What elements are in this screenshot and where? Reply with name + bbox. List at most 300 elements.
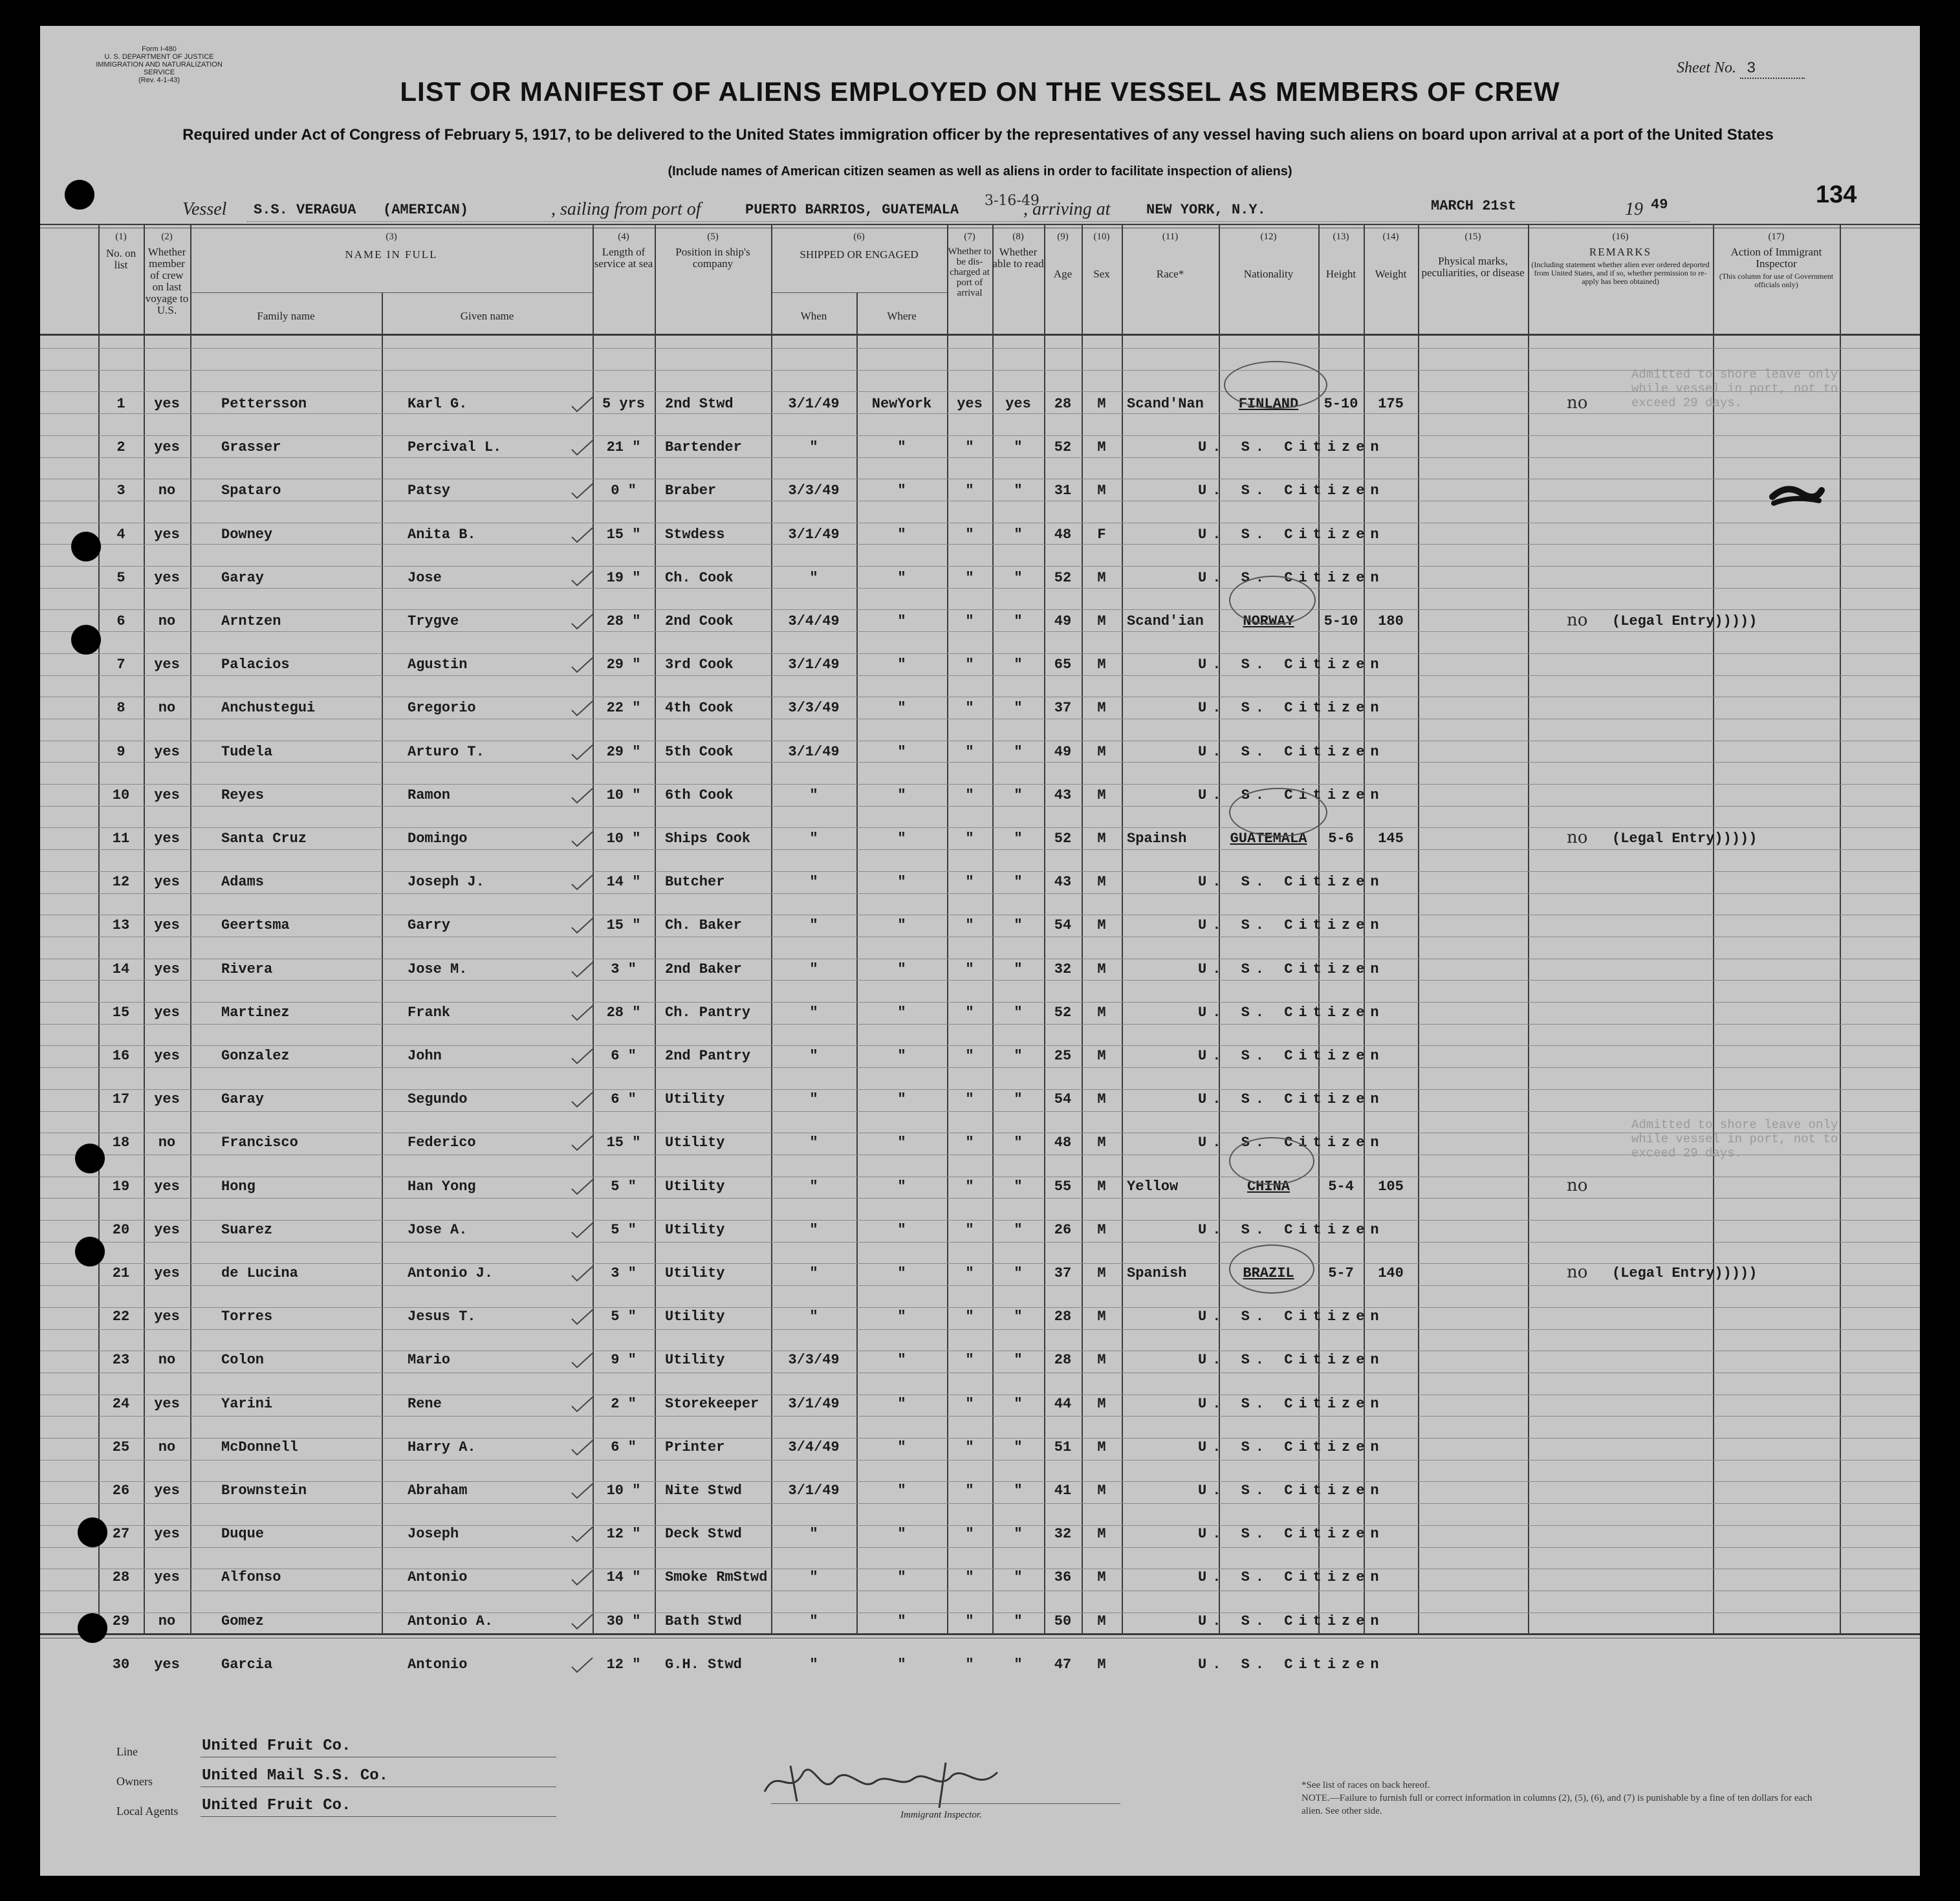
ruled-line: [40, 413, 1920, 414]
cell-read: ": [1014, 1613, 1023, 1629]
faint-admitted-stamp-2: Admitted to shore leave only while vessel in port, not to exceed 29 days.: [1631, 1118, 1838, 1160]
cell-position: Printer: [665, 1439, 725, 1455]
nationality-circle-china: [1229, 1137, 1314, 1185]
cell-sex: M: [1097, 1091, 1106, 1107]
cell-when: 3/4/49: [788, 613, 840, 629]
cell-nat: NORWAY: [1243, 613, 1294, 629]
cell-prev: yes: [154, 1309, 180, 1325]
check-mark-icon: [569, 1090, 595, 1109]
cell-given: Patsy: [408, 483, 451, 499]
cell-read: ": [1014, 1309, 1023, 1325]
cell-sex: M: [1097, 1483, 1106, 1499]
cell-service: 12 ": [606, 1526, 641, 1542]
punch-hole-2: [71, 532, 101, 561]
cell-prev: yes: [154, 1265, 180, 1281]
cell-age: 26: [1054, 1222, 1072, 1238]
cell-where: ": [897, 1526, 906, 1542]
cell-prev: yes: [154, 787, 180, 803]
cell-when: ": [809, 439, 818, 455]
cell-us-citizen: U. S. Citizen: [1198, 961, 1385, 977]
cell-read: ": [1014, 700, 1023, 716]
cell-given: Antonio A.: [408, 1613, 494, 1629]
check-mark-icon: [569, 1177, 595, 1197]
cell-disch: ": [965, 527, 974, 543]
cell-us-citizen: U. S. Citizen: [1198, 657, 1385, 673]
cell-read: ": [1014, 1005, 1023, 1021]
vessel-label: Vessel: [182, 199, 227, 219]
check-mark-icon: [569, 743, 595, 762]
cell-height: 5-4: [1328, 1179, 1354, 1195]
cell-when: ": [809, 787, 818, 803]
cell-where: ": [897, 1309, 906, 1325]
ruled-line: [40, 631, 1920, 632]
cell-position: Deck Stwd: [665, 1526, 742, 1542]
cell-no: 21: [112, 1265, 130, 1281]
cell-position: Ships Cook: [665, 831, 751, 847]
arrival-date: MARCH 21st: [1431, 198, 1517, 214]
cell-disch: ": [965, 744, 974, 760]
cell-no: 13: [112, 917, 130, 933]
cell-read: ": [1014, 1048, 1023, 1064]
cell-sex: M: [1097, 1135, 1106, 1151]
cell-service: 3 ": [611, 961, 637, 977]
cell-sex: M: [1097, 917, 1106, 933]
cell-disch: ": [965, 1222, 974, 1238]
check-mark-icon: [569, 612, 595, 631]
ruled-line: [40, 1329, 1920, 1330]
manifest-sheet: [40, 26, 1920, 1876]
cell-family: Pettersson: [221, 396, 307, 412]
cell-prev: yes: [154, 396, 180, 412]
ruled-line: [40, 1263, 1920, 1264]
cell-position: Bartender: [665, 439, 742, 455]
subtitle-act: Required under Act of Congress of February 5, 1917, to be delivered to the United States immigration officer by the representatives of any vessel having such aliens on board upon arrival at a port of the United States: [182, 126, 1774, 144]
check-mark-icon: [569, 1307, 595, 1327]
header-given-name: Given name: [460, 310, 514, 322]
ruled-line: [40, 1438, 1920, 1439]
cell-sex: M: [1097, 961, 1106, 977]
header-weight: (14) Weight: [1375, 232, 1407, 280]
cell-disch: ": [965, 1265, 974, 1281]
cell-prev: yes: [154, 744, 180, 760]
cell-where: ": [897, 1265, 906, 1281]
cell-when: ": [809, 1135, 818, 1151]
form-department: U. S. DEPARTMENT OF JUSTICE: [104, 53, 214, 61]
ruled-line: [40, 1285, 1920, 1286]
table-bottom-border: [40, 1633, 1920, 1635]
check-mark-icon: [569, 1047, 595, 1066]
cell-read: ": [1014, 570, 1023, 586]
cell-where: NewYork: [871, 396, 932, 412]
sailing-label: , sailing from port of: [551, 199, 701, 219]
cell-given: Jose M.: [408, 961, 468, 977]
cell-when: ": [809, 1613, 818, 1629]
cell-family: Santa Cruz: [221, 831, 307, 847]
cell-read: ": [1014, 1352, 1023, 1368]
cell-family: Martinez: [221, 1005, 290, 1021]
nationality-circle-guatemala: [1229, 788, 1327, 837]
cell-us-citizen: U. S. Citizen: [1198, 527, 1385, 543]
cell-position: Utility: [665, 1091, 725, 1107]
cell-given: Antonio: [408, 1569, 468, 1585]
cell-age: 25: [1054, 1048, 1072, 1064]
cell-prev: yes: [154, 961, 180, 977]
inspector-label: Immigrant Inspector.: [900, 1810, 982, 1820]
header-service: (4) Length of service at sea: [594, 232, 653, 270]
cell-family: Arntzen: [221, 613, 281, 629]
cell-us-citizen: U. S. Citizen: [1198, 439, 1385, 455]
ruled-line: [40, 1307, 1920, 1308]
cell-disch: yes: [957, 396, 983, 412]
cell-service: 28 ": [606, 1005, 641, 1021]
cell-when: ": [809, 1657, 818, 1673]
page-title: LIST OR MANIFEST OF ALIENS EMPLOYED ON THE VESSEL AS MEMBERS OF CREW: [400, 76, 1560, 107]
cell-no: 27: [112, 1526, 130, 1542]
cell-age: 48: [1054, 527, 1072, 543]
cell-family: Alfonso: [221, 1569, 281, 1585]
cell-disch: ": [965, 1439, 974, 1455]
cell-age: 28: [1054, 1352, 1072, 1368]
cell-remark: (Legal Entry))))): [1612, 831, 1758, 847]
signature-underline: [771, 1803, 1120, 1804]
cell-given: Segundo: [408, 1091, 468, 1107]
cell-position: G.H. Stwd: [665, 1657, 742, 1673]
cell-given: Frank: [408, 1005, 451, 1021]
year-prefix: 19: [1625, 199, 1643, 219]
cell-when: ": [809, 1569, 818, 1585]
header-last-voyage: (2) Whether member of crew on last voyage to U.S.: [145, 232, 189, 316]
ruled-line: [40, 588, 1920, 589]
check-mark-icon: [569, 438, 595, 457]
cell-no: 17: [112, 1091, 130, 1107]
cell-family: Garcia: [221, 1657, 273, 1673]
cell-no: 6: [116, 613, 125, 629]
cell-when: 3/1/49: [788, 744, 840, 760]
cell-where: ": [897, 1091, 906, 1107]
ruled-line: [40, 1089, 1920, 1090]
cell-age: 54: [1054, 1091, 1072, 1107]
cell-sex: M: [1097, 700, 1106, 716]
cell-age: 28: [1054, 396, 1072, 412]
check-mark-icon: [569, 1395, 595, 1414]
footer-owners-label: Owners: [116, 1775, 153, 1788]
check-mark-icon: [569, 1264, 595, 1283]
cell-where: ": [897, 874, 906, 890]
cell-sex: M: [1097, 1526, 1106, 1542]
cell-disch: ": [965, 483, 974, 499]
ruled-line: [40, 1220, 1920, 1221]
cell-disch: ": [965, 1179, 974, 1195]
cell-service: 6 ": [611, 1091, 637, 1107]
cell-no: 23: [112, 1352, 130, 1368]
cell-position: Utility: [665, 1135, 725, 1151]
cell-when: 3/1/49: [788, 657, 840, 673]
cell-when: ": [809, 1222, 818, 1238]
cell-age: 32: [1054, 961, 1072, 977]
cell-us-citizen: U. S. Citizen: [1198, 874, 1385, 890]
handwritten-remark: no: [1567, 1176, 1588, 1195]
cell-race: Yellow: [1127, 1179, 1179, 1195]
cell-when: ": [809, 1526, 818, 1542]
check-mark-icon: [569, 1481, 595, 1501]
header-nationality: (12) Nationality: [1243, 232, 1294, 280]
header-age: (9) Age: [1053, 232, 1073, 280]
cell-us-citizen: U. S. Citizen: [1198, 570, 1385, 586]
cell-read: ": [1014, 1569, 1023, 1585]
cell-given: Harry A.: [408, 1439, 476, 1455]
cell-disch: ": [965, 1526, 974, 1542]
cell-read: ": [1014, 1265, 1023, 1281]
check-mark-icon: [569, 1133, 595, 1153]
cell-sex: M: [1097, 1613, 1106, 1629]
check-mark-icon: [569, 481, 595, 501]
ruled-line: [40, 1503, 1920, 1504]
cell-when: ": [809, 1265, 818, 1281]
cell-where: ": [897, 1439, 906, 1455]
cell-remark: (Legal Entry))))): [1612, 1265, 1758, 1281]
cell-no: 12: [112, 874, 130, 890]
cell-family: Yarini: [221, 1396, 273, 1412]
cell-prev: yes: [154, 439, 180, 455]
cell-nat: BRAZIL: [1243, 1265, 1294, 1281]
cell-given: Trygve: [408, 613, 459, 629]
cell-given: Abraham: [408, 1483, 468, 1499]
cell-read: ": [1014, 831, 1023, 847]
ruled-line: [40, 1481, 1920, 1482]
cell-service: 6 ": [611, 1439, 637, 1455]
cell-prev: no: [158, 613, 176, 629]
cell-service: 15 ": [606, 527, 641, 543]
scribble-mark-icon: [1767, 479, 1825, 511]
cell-age: 65: [1054, 657, 1072, 673]
check-mark-icon: [569, 569, 595, 588]
cell-sex: M: [1097, 570, 1106, 586]
cell-given: Jose A.: [408, 1222, 468, 1238]
cell-given: Gregorio: [408, 700, 476, 716]
cell-sex: M: [1097, 1396, 1106, 1412]
cell-family: Reyes: [221, 787, 265, 803]
cell-family: de Lucina: [221, 1265, 298, 1281]
cell-where: ": [897, 1048, 906, 1064]
cell-race: Scand'Nan: [1127, 396, 1204, 412]
cell-prev: yes: [154, 917, 180, 933]
check-mark-icon: [569, 1221, 595, 1240]
faint-admitted-stamp-1: Admitted to shore leave only while vessel in port, not to exceed 29 days.: [1631, 367, 1838, 410]
cell-when: 3/3/49: [788, 483, 840, 499]
footer-line-value: United Fruit Co.: [202, 1737, 351, 1755]
cell-family: Geertsma: [221, 917, 290, 933]
cell-family: Hong: [221, 1179, 256, 1195]
cell-family: Adams: [221, 874, 265, 890]
cell-us-citizen: U. S. Citizen: [1198, 744, 1385, 760]
cell-position: 5th Cook: [665, 744, 734, 760]
punch-hole-5: [75, 1237, 105, 1266]
cell-no: 28: [112, 1569, 130, 1585]
cell-given: Jose: [408, 570, 442, 586]
footer-agents-label: Local Agents: [116, 1805, 179, 1818]
cell-no: 22: [112, 1309, 130, 1325]
cell-position: Utility: [665, 1352, 725, 1368]
cell-position: Butcher: [665, 874, 725, 890]
header-bottom-border: [40, 334, 1920, 336]
cell-race: Spainsh: [1127, 831, 1187, 847]
handwritten-remark: no: [1567, 611, 1588, 630]
cell-age: 43: [1054, 874, 1072, 890]
cell-read: ": [1014, 917, 1023, 933]
cell-us-citizen: U. S. Citizen: [1198, 1091, 1385, 1107]
cell-family: Grasser: [221, 439, 281, 455]
cell-where: ": [897, 1613, 906, 1629]
handwritten-remark: no: [1567, 1263, 1588, 1282]
inspector-signature-icon: [752, 1753, 1023, 1811]
cell-where: ": [897, 570, 906, 586]
cell-position: 4th Cook: [665, 700, 734, 716]
cell-family: McDonnell: [221, 1439, 298, 1455]
cell-given: Agustin: [408, 657, 468, 673]
form-number: Form I-480: [142, 45, 177, 53]
cell-age: 52: [1054, 831, 1072, 847]
cell-family: Brownstein: [221, 1483, 307, 1499]
cell-given: Antonio: [408, 1657, 468, 1673]
cell-service: 5 ": [611, 1309, 637, 1325]
check-mark-icon: [569, 786, 595, 805]
cell-read: ": [1014, 1179, 1023, 1195]
cell-read: ": [1014, 744, 1023, 760]
cell-read: ": [1014, 1222, 1023, 1238]
check-mark-icon: [569, 916, 595, 935]
cell-when: ": [809, 570, 818, 586]
cell-when: 3/4/49: [788, 1439, 840, 1455]
cell-age: 52: [1054, 570, 1072, 586]
cell-service: 15 ": [606, 1135, 641, 1151]
ruled-line: [40, 806, 1920, 807]
cell-prev: yes: [154, 527, 180, 543]
cell-service: 10 ": [606, 1483, 641, 1499]
cell-family: Spataro: [221, 483, 281, 499]
cell-disch: ": [965, 1569, 974, 1585]
cell-read: ": [1014, 483, 1023, 499]
handwritten-remark: no: [1567, 828, 1588, 847]
cell-service: 29 ": [606, 744, 641, 760]
cell-service: 6 ": [611, 1048, 637, 1064]
cell-sex: M: [1097, 1265, 1106, 1281]
cell-prev: yes: [154, 1048, 180, 1064]
cell-sex: M: [1097, 1309, 1106, 1325]
cell-no: 3: [116, 483, 125, 499]
form-service: IMMIGRATION AND NATURALIZATION SERVICE: [96, 61, 223, 76]
cell-disch: ": [965, 1657, 974, 1673]
cell-service: 10 ": [606, 831, 641, 847]
header-read: (8) Whether able to read: [992, 232, 1044, 270]
cell-age: 37: [1054, 700, 1072, 716]
cell-us-citizen: U. S. Citizen: [1198, 1526, 1385, 1542]
ruled-line: [40, 457, 1920, 458]
cell-service: 9 ": [611, 1352, 637, 1368]
cell-given: Karl G.: [408, 396, 468, 412]
cell-age: 51: [1054, 1439, 1072, 1455]
cell-given: Anita B.: [408, 527, 476, 543]
cell-nat: GUATEMALA: [1230, 831, 1307, 847]
cell-disch: ": [965, 1048, 974, 1064]
check-mark-icon: [569, 525, 595, 545]
cell-service: 0 ": [611, 483, 637, 499]
cell-sex: M: [1097, 787, 1106, 803]
cell-where: ": [897, 961, 906, 977]
cell-disch: ": [965, 917, 974, 933]
sheet-number-label: Sheet No.: [1677, 60, 1736, 76]
cell-height: 5-10: [1323, 613, 1358, 629]
cell-prev: yes: [154, 1569, 180, 1585]
cell-prev: yes: [154, 1657, 180, 1673]
cell-age: 48: [1054, 1135, 1072, 1151]
footer-agents-value: United Fruit Co.: [202, 1797, 351, 1814]
cell-us-citizen: U. S. Citizen: [1198, 917, 1385, 933]
cell-prev: yes: [154, 874, 180, 890]
cell-given: Joseph J.: [408, 874, 485, 890]
cell-where: ": [897, 613, 906, 629]
cell-prev: yes: [154, 657, 180, 673]
cell-family: Rivera: [221, 961, 273, 977]
cell-race: Spanish: [1127, 1265, 1187, 1281]
cell-read: ": [1014, 1483, 1023, 1499]
header-race: (11) Race*: [1156, 232, 1184, 280]
cell-sex: M: [1097, 1657, 1106, 1673]
cell-sex: M: [1097, 1048, 1106, 1064]
cell-service: 29 ": [606, 657, 641, 673]
ruled-line: [40, 1460, 1920, 1461]
cell-prev: yes: [154, 1526, 180, 1542]
cell-family: Palacios: [221, 657, 290, 673]
cell-sex: M: [1097, 874, 1106, 890]
cell-age: 41: [1054, 1483, 1072, 1499]
cell-disch: ": [965, 1005, 974, 1021]
cell-service: 12 ": [606, 1657, 641, 1673]
cell-read: ": [1014, 527, 1023, 543]
check-mark-icon: [569, 1351, 595, 1370]
cell-nat: CHINA: [1247, 1179, 1290, 1195]
cell-position: 2nd Baker: [665, 961, 742, 977]
cell-no: 11: [112, 831, 130, 847]
header-name: (3) NAME IN FULL: [345, 232, 438, 261]
header-no: (1) No. on list: [105, 232, 136, 271]
cell-disch: ": [965, 1309, 974, 1325]
cell-when: 3/3/49: [788, 1352, 840, 1368]
cell-service: 14 ": [606, 874, 641, 890]
cell-read: ": [1014, 1439, 1023, 1455]
cell-position: Nite Stwd: [665, 1483, 742, 1499]
col-line-3b: [382, 292, 383, 1634]
cell-prev: yes: [154, 1179, 180, 1195]
cell-no: 25: [112, 1439, 130, 1455]
punch-hole-3: [71, 625, 101, 655]
ruled-line: [40, 544, 1920, 545]
cell-where: ": [897, 1396, 906, 1412]
cell-no: 20: [112, 1222, 130, 1238]
cell-age: 50: [1054, 1613, 1072, 1629]
ruled-line: [40, 871, 1920, 872]
cell-when: 3/1/49: [788, 396, 840, 412]
cell-age: 44: [1054, 1396, 1072, 1412]
cell-sex: M: [1097, 657, 1106, 673]
check-mark-icon: [569, 1438, 595, 1457]
cell-no: 30: [112, 1657, 130, 1673]
cell-position: 2nd Pantry: [665, 1048, 751, 1064]
cell-sex: M: [1097, 744, 1106, 760]
cell-where: ": [897, 917, 906, 933]
check-mark-icon: [569, 1655, 595, 1675]
cell-age: 36: [1054, 1569, 1072, 1585]
cell-prev: yes: [154, 831, 180, 847]
